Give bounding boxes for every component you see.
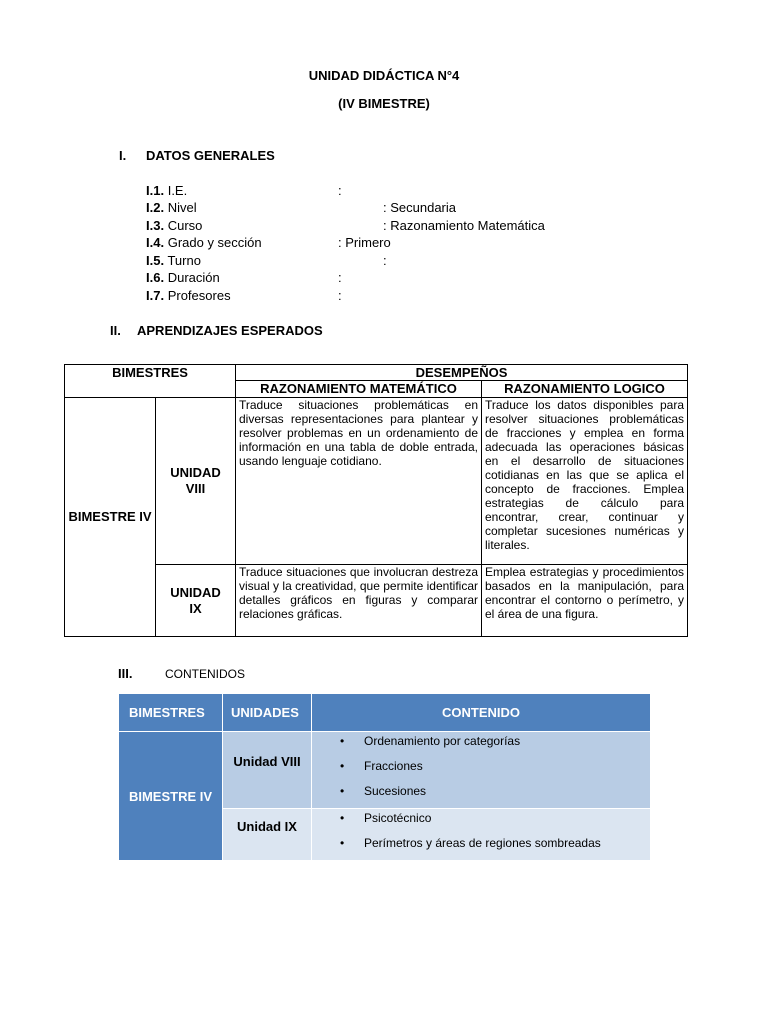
item-code: I.5. (146, 253, 165, 268)
bimestre-cell: BIMESTRE IV (119, 732, 223, 861)
item-code: I.7. (146, 288, 165, 303)
section-2-title: APRENDIZAJES ESPERADOS (137, 323, 323, 338)
rm-desempeno: Traduce situaciones problemáticas en diversas representaciones para plantear y resolver problemas en un ordenamiento de información en una tabla de doble entrada, usando lenguaje cotidiano. (236, 398, 482, 565)
section-3-number: III. (118, 666, 133, 681)
general-item (146, 288, 231, 303)
unit-cell: Unidad VIII (223, 732, 312, 809)
general-item (146, 235, 262, 250)
content-list (312, 809, 650, 850)
content-cell (312, 809, 651, 861)
list-item: • Psicotécnico (364, 811, 650, 825)
header-bimestres: BIMESTRES (65, 365, 236, 398)
item-label: Grado y sección (167, 235, 262, 250)
list-item: • Fracciones (364, 759, 650, 773)
item-value: : Primero (338, 235, 391, 250)
item-value: : (338, 270, 342, 285)
header-bimestres: BIMESTRES (119, 694, 223, 732)
learning-table (64, 364, 688, 637)
contents-table (118, 693, 651, 861)
item-code: I.4. (146, 235, 165, 250)
header-razonamiento-matematico: RAZONAMIENTO MATEMÁTICO (236, 381, 482, 398)
item-code: I.6. (146, 270, 165, 285)
item-code: I.3. (146, 218, 165, 233)
section-3-title: CONTENIDOS (165, 667, 246, 681)
item-code: I.2. (146, 200, 165, 215)
item-label: I.E. (167, 183, 188, 198)
section-1-number: I. (119, 148, 127, 163)
general-item (146, 253, 201, 268)
item-label: Nivel (167, 200, 197, 215)
general-item (146, 218, 202, 233)
rm-desempeno: Traduce situaciones que involucran destreza visual y la creatividad, que permite identificar detalles gráficos en figuras y comparar relaciones gráficas. (236, 565, 482, 637)
unit-cell: UNIDAD IX (156, 565, 236, 637)
list-item: • Ordenamiento por categorías (364, 734, 650, 748)
item-value: : Secundaria (383, 200, 456, 215)
list-item: • Perímetros y áreas de regiones sombreadas (364, 836, 650, 850)
document-title: UNIDAD DIDÁCTICA N°4 (308, 68, 460, 83)
unit-cell: Unidad IX (223, 809, 312, 861)
item-label: Curso (167, 218, 203, 233)
header-desempenos: DESEMPEÑOS (236, 365, 688, 381)
list-item: • Sucesiones (364, 784, 650, 798)
bimestre-cell: BIMESTRE IV (65, 398, 156, 637)
header-unidades: UNIDADES (223, 694, 312, 732)
document-subtitle: (IV BIMESTRE) (338, 96, 430, 111)
item-label: Profesores (167, 288, 231, 303)
general-item (146, 200, 197, 215)
rl-desempeno: Traduce los datos disponibles para resolver situaciones problemáticas de fracciones y emplea en forma adecuada las operaciones básicas en el desarrollo de situaciones cotidianas en las que se aplica el concepto de fracciones. Emplea estrategias de cálculo para encontrar, crear, continuar y completar sucesiones numéricas y literales. (482, 398, 688, 565)
item-code: I.1. (146, 183, 165, 198)
header-contenido: CONTENIDO (312, 694, 651, 732)
content-list (312, 732, 650, 798)
item-value: : Razonamiento Matemática (383, 218, 545, 233)
item-label: Duración (167, 270, 220, 285)
rl-desempeno: Emplea estrategias y procedimientos basados en la manipulación, para encontrar el contorno o perímetro, y el área de una figura. (482, 565, 688, 637)
unit-cell: UNIDAD VIII (156, 398, 236, 565)
content-cell (312, 732, 651, 809)
item-value: : (383, 253, 387, 268)
section-2-number: II. (110, 323, 121, 338)
item-label: Turno (167, 253, 201, 268)
general-item (146, 270, 220, 285)
header-razonamiento-logico: RAZONAMIENTO LOGICO (482, 381, 688, 398)
item-value: : (338, 183, 342, 198)
item-value: : (338, 288, 342, 303)
section-1-title: DATOS GENERALES (146, 148, 275, 163)
general-item (146, 183, 187, 198)
